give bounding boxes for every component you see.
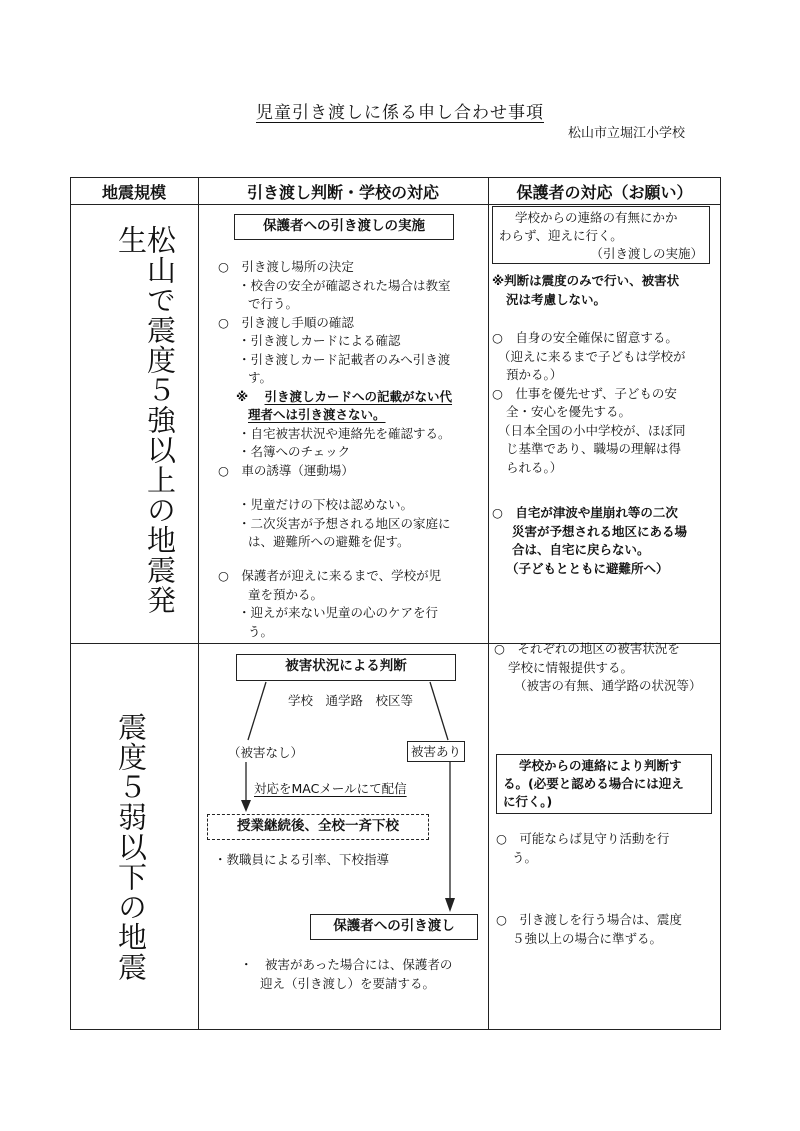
line: （子どもとともに避難所へ）	[506, 560, 669, 576]
line: ○ 仕事を優先せず、子どもの安	[492, 385, 677, 401]
line: ※判断は震度のみで行い、被害状	[492, 273, 680, 288]
box-line: る。(必要と認める場合には迎え	[503, 776, 684, 791]
line: す。	[248, 370, 273, 385]
no-damage-label: （被害なし）	[228, 745, 304, 760]
line: ○ 自宅が津波や崖崩れ等の二次	[492, 505, 678, 520]
row1-school-text-2	[218, 496, 451, 552]
line: ・児童だけの下校は認めない。	[238, 497, 414, 512]
row1-school-text-3	[218, 567, 441, 641]
dismiss-box: 授業継続後、全校一斉下校	[207, 814, 429, 840]
row1-parent-text	[492, 272, 686, 477]
line: ○ 引き渡し手順の確認	[218, 314, 354, 330]
header-school: 引き渡し判断・学校の対応	[246, 183, 439, 202]
box-line: 学校からの連絡により判断す	[519, 758, 682, 773]
line: ○ 自身の安全確保に留意する。	[492, 330, 678, 345]
row1-scale: 松山で震度５強以上の地震発生	[114, 225, 177, 615]
judge-box: 被害状況による判断	[236, 654, 456, 681]
row2-scale: 震度５弱以下の地震	[114, 712, 148, 982]
column-divider-2	[488, 177, 489, 1030]
page-title-text: 児童引き渡しに係る申し合わせ事項	[256, 103, 544, 123]
line: う。	[512, 849, 538, 865]
line: ・ 被害があった場合には、保護者の	[240, 957, 453, 972]
line: ・引き渡しカードによる確認	[238, 333, 401, 348]
mac-note: 対応をMACメールにて配信	[254, 781, 407, 796]
line: じ基準であり、職場の理解は得	[506, 441, 682, 456]
line: ・二次災害が予想される地区の家庭に	[238, 515, 451, 531]
arrow-head-right	[445, 898, 455, 912]
line: 童を預かる。	[248, 586, 324, 602]
line: は、避難所への避難を促す。	[248, 534, 410, 549]
handover-box: 保護者への引き渡し	[310, 914, 478, 940]
line: ○ 車の誘導（運動場）	[218, 462, 354, 478]
header-parent: 保護者の対応（お願い）	[516, 183, 693, 202]
row2-parent-text-bottom	[496, 830, 682, 948]
line: 災害が予想される地区にある場	[512, 523, 688, 539]
handover-text	[240, 956, 452, 993]
note-text: 引き渡しカードへの記載がない代	[264, 388, 453, 404]
line: 合は、自宅に戻らない。	[512, 542, 650, 557]
row1-parent-text-2	[492, 504, 687, 578]
header-scale: 地震規模	[101, 183, 166, 202]
line: （迎えに来るまで子どもは学校が	[498, 348, 686, 364]
judge-sub: 学校 通学路 校区等	[288, 693, 414, 708]
dismiss-note: ・教職員による引率、下校指導	[214, 852, 390, 867]
line: ○ 引き渡しを行う場合は、震度	[496, 912, 682, 927]
header-divider	[70, 204, 721, 205]
line: ○ 引き渡し場所の決定	[218, 259, 354, 274]
line: 学校に情報提供する。	[508, 659, 634, 675]
line: ・名簿へのチェック	[238, 444, 351, 459]
row1-parent-box	[492, 206, 710, 264]
note-line	[218, 388, 452, 407]
box-line: に行く。)	[503, 794, 553, 809]
note-text-cont: 理者へは引き渡さない。	[248, 407, 386, 422]
row2-parent-text-top	[494, 640, 702, 696]
line: う。	[248, 623, 274, 639]
line: ・自宅被害状況や連絡先を確認する。	[238, 425, 451, 441]
line: られる。）	[506, 459, 563, 475]
line: ・迎えが来ない児童の心のケアを行	[238, 605, 439, 620]
line: ○ 可能ならば見守り活動を行	[496, 831, 670, 846]
school-name: 松山市立堀江小学校	[568, 126, 686, 141]
line: 全・安心を優先する。	[506, 404, 632, 419]
line: ○ 保護者が迎えに来るまで、学校が児	[218, 568, 442, 583]
row2-parent-box	[496, 754, 712, 814]
row1-school-box: 保護者への引き渡しの実施	[234, 214, 454, 240]
box-line: わらず、迎えに行く。	[499, 228, 623, 243]
box-line: （引き渡しの実施）	[590, 246, 703, 261]
page-title	[0, 98, 800, 123]
line: 迎え（引き渡し）を要請する。	[260, 975, 436, 991]
line: 況は考慮しない。	[506, 291, 607, 307]
line: ５強以上の場合に準ずる。	[512, 930, 663, 946]
note-mark: ※	[236, 388, 249, 404]
line: ○ それぞれの地区の被害状況を	[494, 641, 680, 656]
arrow-head-left	[241, 800, 251, 812]
box-line: 学校からの連絡の有無にかか	[515, 210, 678, 225]
branch-line-right	[430, 682, 448, 740]
line: で行う。	[248, 296, 299, 311]
row1-school-text	[218, 258, 452, 480]
damage-label: 被害あり	[407, 741, 465, 762]
line: 預かる。）	[506, 367, 563, 382]
line: ・校舎の安全が確認された場合は教室	[238, 277, 451, 293]
branch-line-left	[248, 682, 266, 740]
line: （日本全国の小中学校が、ほぼ同	[498, 422, 686, 438]
line: （被害の有無、通学路の状況等）	[514, 678, 702, 693]
line: ・引き渡しカード記載者のみへ引き渡	[238, 351, 451, 367]
